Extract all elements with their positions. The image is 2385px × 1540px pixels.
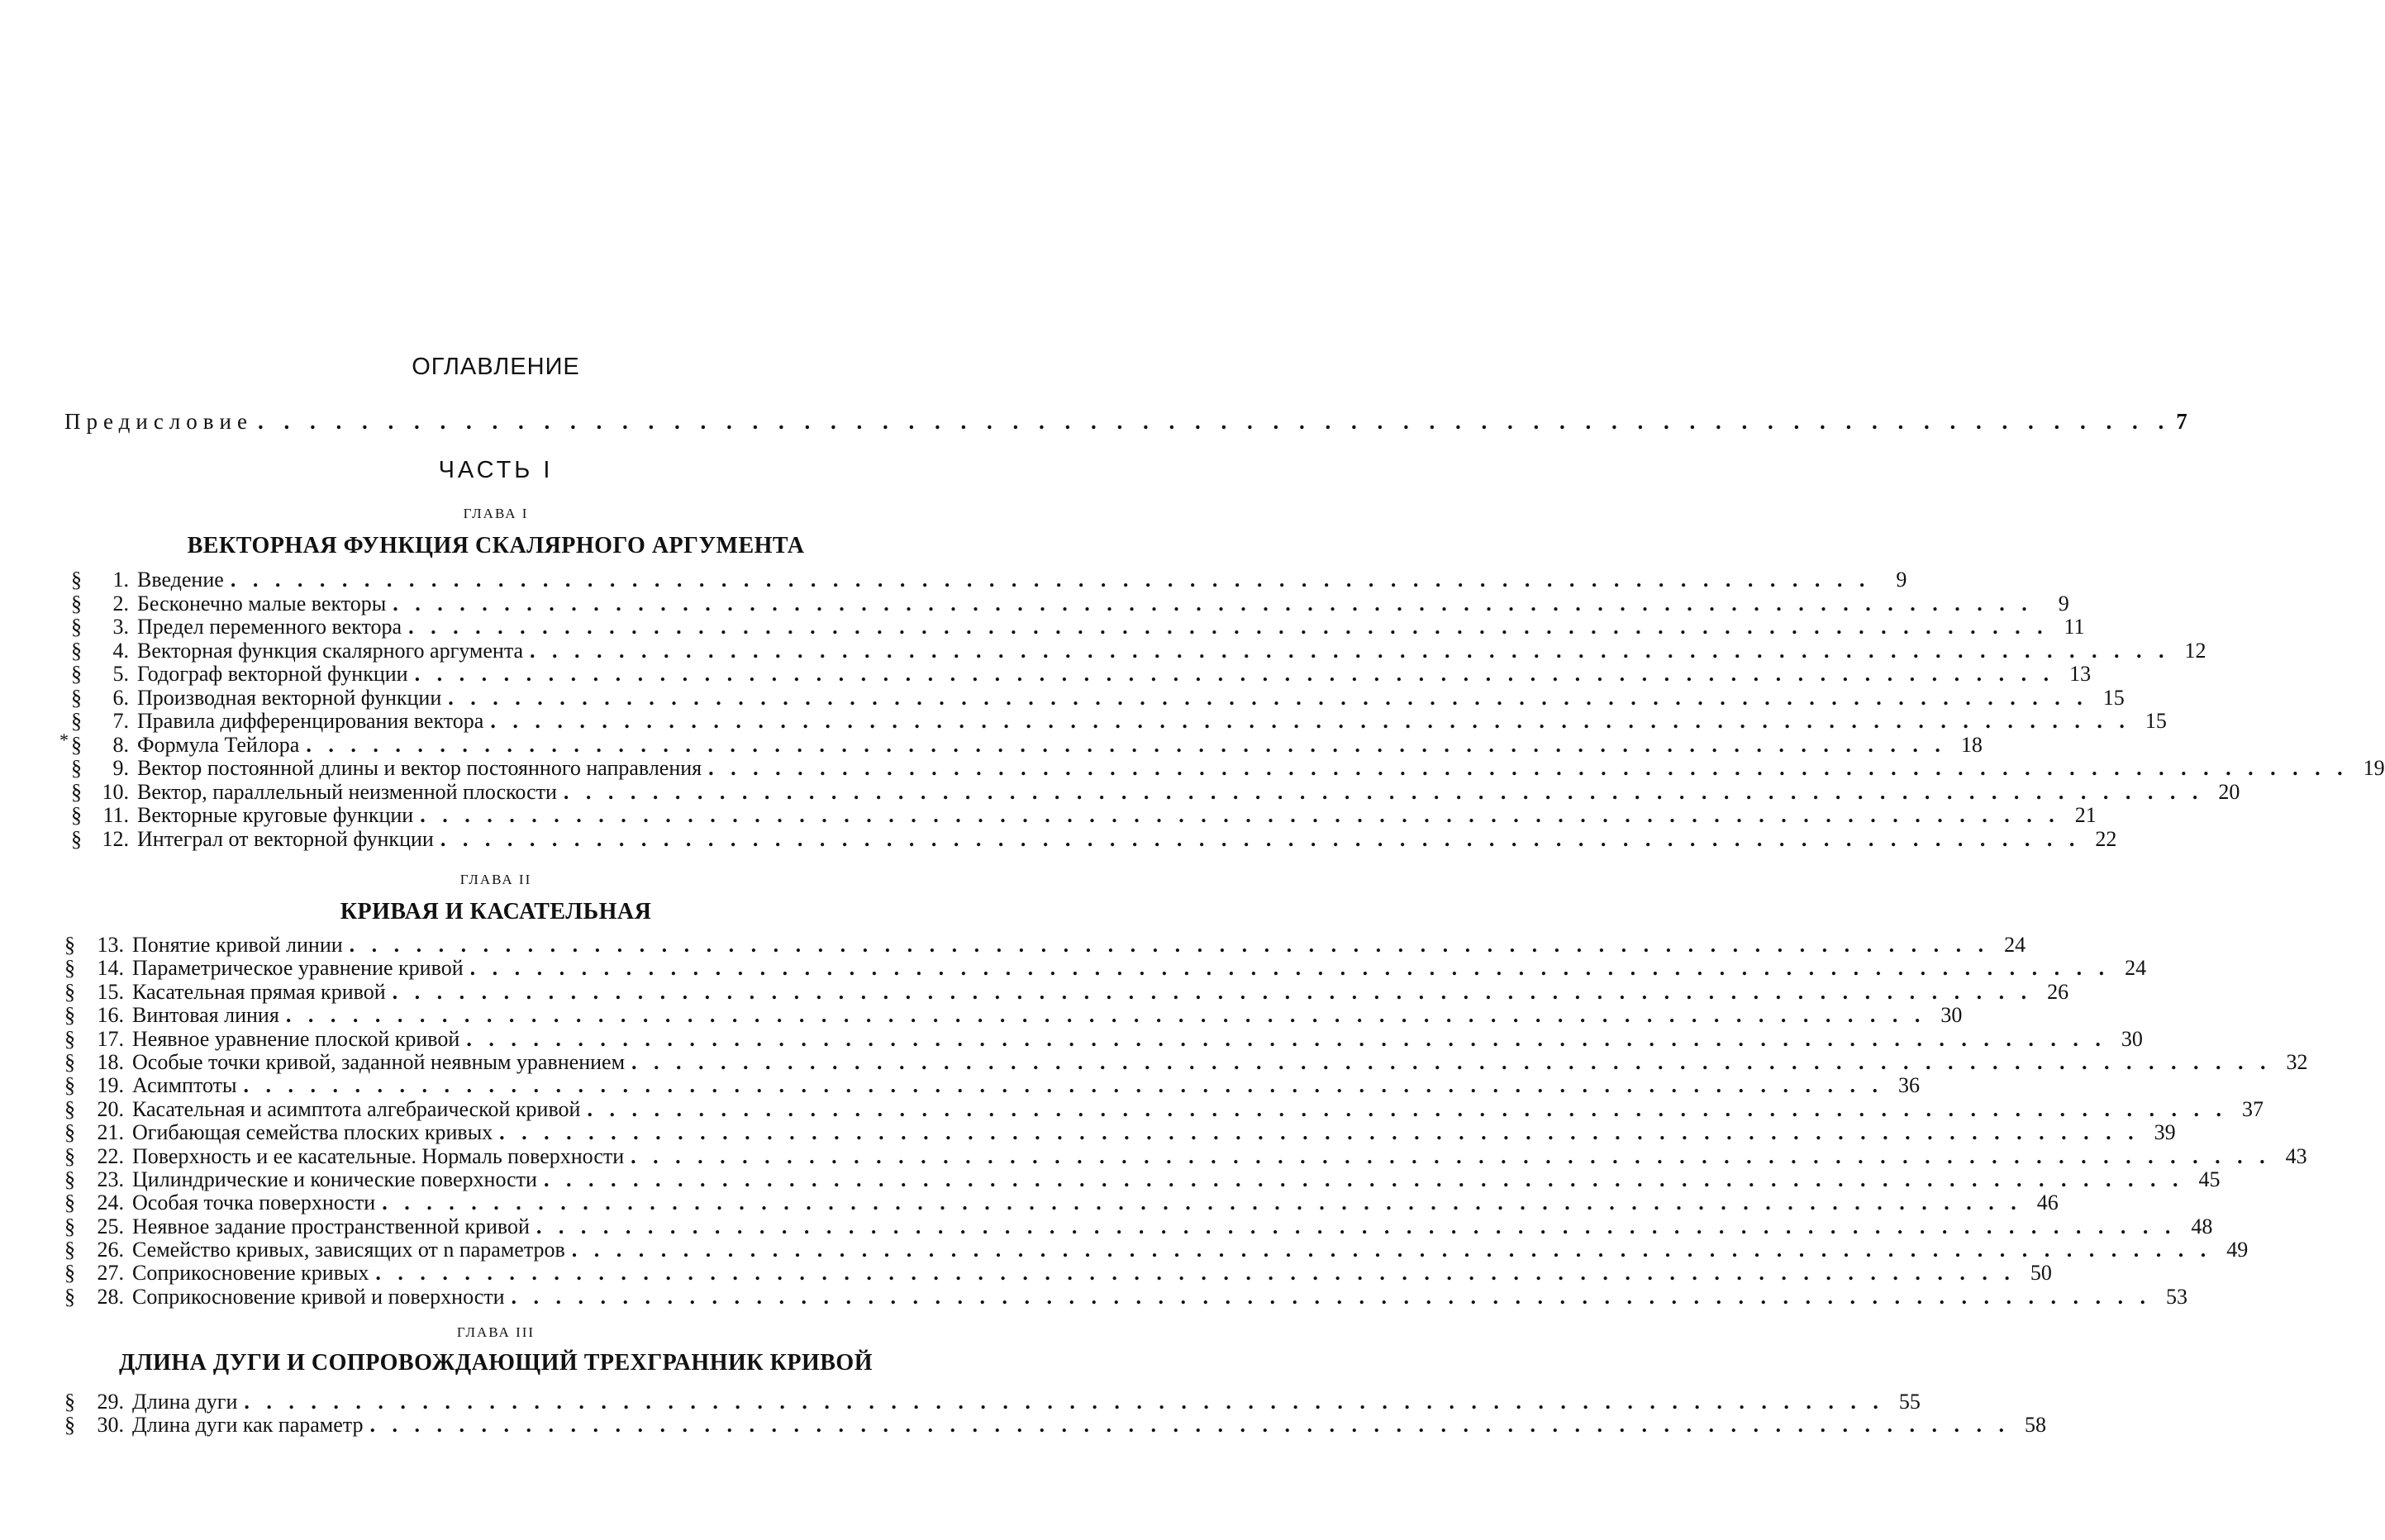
toc-entry [71,568,1907,592]
section-title: Неявное задание пространственной кривой [132,1214,530,1238]
toc-entry [64,1026,2143,1051]
toc-entry [64,1167,2221,1191]
dot-leader: . . . . . . . . . . . . . . . . . . . . . . . . . . . . . . . . . . . . . . . . . . . . . . . . . . . . . . . . . . . . . . . . . . . . . . . . . . [536,1214,2177,1238]
section-symbol: § [71,638,82,663]
toc-entry [64,1413,2046,1438]
dot-leader: . . . . . . . . . . . . . . . . . . . . . . . . . . . . . . . . . . . . . . . . . . . . . . . . . . . . . . . . . . . . . . . . . . . . . . . . . . [490,709,2130,733]
section-symbol: § [64,1049,75,1074]
chapter-3-heading: ДЛИНА ДУГИ И СОПРОВОЖДАЮЩИЙ ТРЕХГРАННИК КРИВОЙ [119,1350,873,1376]
section-page: 46 [2036,1191,2059,1215]
section-page: 11 [2064,615,2085,639]
section-page: 19 [2363,756,2385,780]
section-page: 12 [2184,638,2206,663]
section-symbol: § [71,709,82,733]
toc-entry [64,956,2147,981]
section-symbol: § [64,1261,75,1286]
dot-leader: . . . . . . . . . . . . . . . . . . . . . . . . . . . . . . . . . . . . . . . . . . . . . . . . . . . . . . . . . . . . . . . . . . . . . . . . . . [243,1073,1883,1098]
toc-entry [64,1143,2307,1168]
section-title: Производная векторной функции [137,685,442,710]
section-page: 22 [2095,826,2117,851]
section-symbol: § [71,685,82,710]
chapter-1-heading: ВЕКТОРНАЯ ФУНКЦИЯ СКАЛЯРНОГО АРГУМЕНТА [187,533,805,558]
section-page: 43 [2285,1143,2307,1168]
section-title: Понятие кривой линии [132,933,343,957]
section-symbol: § [64,1003,75,1028]
chapter-1-label: ГЛАВА I [463,506,529,521]
section-page: 39 [2154,1120,2176,1145]
toc-entry [71,709,2167,734]
section-number: 22. [97,1143,124,1168]
section-symbol: § [64,1096,75,1121]
toc-entry [64,1261,2052,1286]
section-number: 30. [97,1413,124,1438]
section-page: 37 [2241,1096,2264,1121]
dot-leader: . . . . . . . . . . . . . . . . . . . . . . . . . . . . . . . . . . . . . . . . . . . . . . . . . . . . . . . . . . . . . . . . . . . . . . . . . . [511,1284,2152,1309]
section-symbol: § [71,803,82,827]
dot-leader: . . . . . . . . . . . . . . . . . . . . . . . . . . . . . . . . . . . . . . . . . . . . . . . . . . . . . . . . . . . . . . . . . . . . . . . . . . [306,732,1946,757]
section-symbol: § [71,615,82,639]
section-number: 16. [97,1003,124,1028]
toc-entry [64,1049,2308,1074]
dot-leader: . . . . . . . . . . . . . . . . . . . . . . . . . . . . . . . . . . . . . . . . . . . . . . . . . . . . . . . . . . . . . . . . . . . . . . . . . . [369,1413,2010,1438]
section-title: Длина дуги [132,1390,238,1414]
dot-leader: . . . . . . . . . . . . . . . . . . . . . . . . . . . . . . . . . . . . . . . . . . . . . . . . . . . . . . . . . . . . . . . . . . . . . . . . . . [349,933,1990,957]
section-page: 15 [2102,685,2125,710]
section-symbol: § [64,1143,75,1168]
toc-entry [71,756,2385,781]
toc-entry [71,826,2117,852]
section-number: 15. [97,979,124,1004]
dot-leader: . . . . . . . . . . . . . . . . . . . . . . . . . . . . . . . . . . . . . . . . . . . . . . . . . . . . . . . . . . . . . . . . . . . . . . . . . . [440,826,2081,851]
section-title: Введение [137,568,224,592]
section-page: 55 [1898,1390,1921,1414]
dot-leader: . . . . . . . . . . . . . . . . . . . . . . . . . . . . . . . . . . . . . . . . . . . . . . . . . . . . . . . . . . . . . . . . . . . . . . . . . . [469,956,2111,981]
toc-entry [71,662,2092,687]
section-number: 23. [97,1167,124,1191]
section-title: Асимптоты [132,1073,237,1098]
section-symbol: § [64,1214,75,1238]
section-number: 8. [112,732,129,757]
section-symbol: § [71,568,82,592]
dot-leader: . . . . . . . . . . . . . . . . . . . . . . . . . . . . . . . . . . . . . . . . . . . . . . . . . . . . . . . . . . . . . . . . . . . . . . . . . . [466,1026,2107,1051]
dot-leader: . . . . . . . . . . . . . . . . . . . . . . . . . . . . . . . . . . . . . . . . . . . . . . . . . . . . . . . . . . . . . . . . . . . . . . . . . . [587,1096,2227,1121]
section-symbol: § [64,1167,75,1191]
section-title: Вектор, параллельный неизменной плоскости [137,779,557,804]
section-page: 13 [2069,662,2092,686]
section-symbol: § [64,1073,75,1098]
section-title: Векторная функция скалярного аргумента [137,638,524,663]
dot-leader: . . . . . . . . . . . . . . . . . . . . . . . . . . . . . . . . . . . . . . . . . . . . . . . . . . . . . . . . . . . . . . . . . . . . . . . . . . [408,615,2049,639]
dot-leader: . . . . . . . . . . . . . . . . . . . . . . . . . . . . . . . . . . . . . . . . . . . . . . . . . . . . . . . . . . . . . . . . . . . . . . . . . . [631,1049,2272,1074]
toc-entry [71,591,2069,616]
preface-label: Предисловие [64,409,253,434]
section-symbol: § [71,756,82,780]
dot-leader: . . . . . . . . . . . . . . . . . . . . . . . . . . . . . . . . . . . . . . . . . . . . . . . . . . . . . . . . . . . . . . . . . . . . . . . . . . [257,409,2172,434]
section-title: Цилиндрические и конические поверхности [132,1167,537,1191]
chapter-2-label: ГЛАВА II [459,872,532,887]
section-title: Поверхность и ее касательные. Нормаль поверхности [132,1143,625,1168]
section-page: 26 [2047,979,2069,1004]
dot-leader: . . . . . . . . . . . . . . . . . . . . . . . . . . . . . . . . . . . . . . . . . . . . . . . . . . . . . . . . . . . . . . . . . . . . . . . . . . [499,1120,2140,1145]
section-number: 19. [97,1073,124,1098]
section-title: Длина дуги как параметр [132,1413,364,1438]
section-number: 9. [112,756,129,780]
dot-leader: . . . . . . . . . . . . . . . . . . . . . . . . . . . . . . . . . . . . . . . . . . . . . . . . . . . . . . . . . . . . . . . . . . . . . . . . . . [230,568,1871,592]
section-page: 53 [2166,1284,2188,1309]
section-number: 11. [102,803,129,827]
section-title: Соприкосновение кривых [132,1261,369,1286]
section-page: 15 [2145,709,2167,733]
toc-entry [71,615,2085,639]
dot-leader: . . . . . . . . . . . . . . . . . . . . . . . . . . . . . . . . . . . . . . . . . . . . . . . . . . . . . . . . . . . . . . . . . . . . . . . . . . [392,979,2033,1004]
dot-leader: . . . . . . . . . . . . . . . . . . . . . . . . . . . . . . . . . . . . . . . . . . . . . . . . . . . . . . . . . . . . . . . . . . . . . . . . . . [420,803,2060,827]
chapter-3-sections [64,1390,2046,1438]
section-number: 28. [97,1284,124,1309]
toc-entry [64,979,2069,1004]
section-page: 9 [2058,591,2069,616]
section-number: 5. [112,662,129,686]
toc-entry [60,729,1983,758]
section-number: 18. [97,1049,124,1074]
section-symbol: § [64,1120,75,1145]
section-title: Интеграл от векторной функции [137,826,434,851]
section-symbol: § [71,591,82,616]
dot-leader: . . . . . . . . . . . . . . . . . . . . . . . . . . . . . . . . . . . . . . . . . . . . . . . . . . . . . . . . . . . . . . . . . . . . . . . . . . [448,685,2088,710]
section-symbol: § [64,1413,75,1438]
section-symbol: § [64,933,75,957]
section-title: Винтовая линия [132,1003,279,1028]
asterisk-mark: * [60,729,69,750]
section-page: 58 [2024,1413,2046,1438]
section-page: 30 [1940,1003,1963,1028]
dot-leader: . . . . . . . . . . . . . . . . . . . . . . . . . . . . . . . . . . . . . . . . . . . . . . . . . . . . . . . . . . . . . . . . . . . . . . . . . . [631,1143,2271,1168]
section-number: 6. [112,685,129,710]
dot-leader: . . . . . . . . . . . . . . . . . . . . . . . . . . . . . . . . . . . . . . . . . . . . . . . . . . . . . . . . . . . . . . . . . . . . . . . . . . [393,591,2033,616]
toc-entry [71,803,2097,828]
section-number: 1. [112,568,129,592]
section-symbol: § [64,1191,75,1215]
section-page: 9 [1896,568,1907,592]
toc-entry [71,685,2125,711]
section-page: 21 [2074,803,2097,827]
preface-entry [64,409,2187,437]
toc-entry [64,1191,2059,1215]
section-page: 50 [2030,1261,2052,1286]
dot-leader: . . . . . . . . . . . . . . . . . . . . . . . . . . . . . . . . . . . . . . . . . . . . . . . . . . . . . . . . . . . . . . . . . . . . . . . . . . [375,1261,2016,1286]
section-number: 29. [97,1390,124,1414]
section-symbol: § [64,1284,75,1309]
section-title: Особые точки кривой, заданной неявным уравнением [132,1049,626,1074]
section-symbol: § [64,979,75,1004]
chapter-2-sections [64,933,2308,1309]
toc-entry [64,1096,2264,1121]
section-title: Соприкосновение кривой и поверхности [132,1284,505,1309]
section-page: 45 [2198,1167,2221,1191]
dot-leader: . . . . . . . . . . . . . . . . . . . . . . . . . . . . . . . . . . . . . . . . . . . . . . . . . . . . . . . . . . . . . . . . . . . . . . . . . . [285,1003,1926,1028]
section-number: 10. [102,779,129,804]
dot-leader: . . . . . . . . . . . . . . . . . . . . . . . . . . . . . . . . . . . . . . . . . . . . . . . . . . . . . . . . . . . . . . . . . . . . . . . . . . [244,1390,1884,1414]
dot-leader: . . . . . . . . . . . . . . . . . . . . . . . . . . . . . . . . . . . . . . . . . . . . . . . . . . . . . . . . . . . . . . . . . . . . . . . . . . [530,638,2170,663]
section-number: 17. [97,1026,124,1051]
section-number: 21. [97,1120,124,1145]
section-title: Вектор постоянной длины и вектор постоянного направления [137,756,702,780]
section-symbol: § [71,826,82,851]
section-page: 36 [1897,1073,1920,1098]
chapter-1-sections [60,568,2385,851]
section-title: Векторные круговые функции [137,803,414,827]
toc-entry [64,1238,2249,1262]
dot-leader: . . . . . . . . . . . . . . . . . . . . . . . . . . . . . . . . . . . . . . . . . . . . . . . . . . . . . . . . . . . . . . . . . . . . . . . . . . [571,1238,2212,1262]
toc-entry [71,779,2240,805]
section-symbol: § [64,1238,75,1262]
section-symbol: § [71,662,82,686]
section-number: 24. [97,1191,124,1215]
section-title: Огибающая семейства плоских кривых [132,1120,493,1145]
dot-leader: . . . . . . . . . . . . . . . . . . . . . . . . . . . . . . . . . . . . . . . . . . . . . . . . . . . . . . . . . . . . . . . . . . . . . . . . . . [708,756,2349,780]
section-page: 24 [2004,933,2026,957]
section-symbol: § [71,732,82,757]
section-page: 48 [2191,1214,2213,1238]
section-number: 4. [112,638,129,663]
dot-leader: . . . . . . . . . . . . . . . . . . . . . . . . . . . . . . . . . . . . . . . . . . . . . . . . . . . . . . . . . . . . . . . . . . . . . . . . . . [382,1191,2022,1215]
chapter-2-heading: КРИВАЯ И КАСАТЕЛЬНАЯ [340,899,652,924]
toc-entry [64,1390,1921,1414]
section-page: 18 [1960,732,1983,757]
section-symbol: § [71,779,82,804]
dot-leader: . . . . . . . . . . . . . . . . . . . . . . . . . . . . . . . . . . . . . . . . . . . . . . . . . . . . . . . . . . . . . . . . . . . . . . . . . . [563,779,2204,804]
section-number: 27. [97,1261,124,1286]
preface-page: 7 [2176,409,2187,434]
section-title: Параметрическое уравнение кривой [132,956,464,981]
toc-entry [64,1073,1920,1098]
section-title: Правила дифференцирования вектора [137,709,484,733]
toc-entry [64,933,2026,957]
section-title: Формула Тейлора [137,732,300,757]
section-number: 26. [97,1238,124,1262]
section-number: 12. [102,826,129,851]
toc-entry [71,638,2206,663]
part-title: ЧАСТЬ I [438,457,554,483]
toc-entry [64,1120,2176,1145]
section-title: Неявное уравнение плоской кривой [132,1026,460,1051]
dot-leader: . . . . . . . . . . . . . . . . . . . . . . . . . . . . . . . . . . . . . . . . . . . . . . . . . . . . . . . . . . . . . . . . . . . . . . . . . . [543,1167,2184,1191]
section-symbol: § [64,956,75,981]
section-title: Касательная и асимптота алгебраической кривой [132,1096,581,1121]
page-title: ОГЛАВЛЕНИЕ [412,354,580,380]
section-number: 3. [112,615,129,639]
section-number: 2. [112,591,129,616]
section-title: Годограф векторной функции [137,662,408,686]
section-number: 14. [97,956,124,981]
section-symbol: § [64,1390,75,1414]
section-page: 49 [2226,1238,2249,1262]
section-page: 20 [2218,779,2240,804]
section-page: 24 [2125,956,2147,981]
section-symbol: § [64,1026,75,1051]
section-title: Особая точка поверхности [132,1191,376,1215]
section-page: 30 [2121,1026,2143,1051]
toc-entry [64,1214,2213,1238]
toc-entry [64,1003,1963,1028]
section-number: 25. [97,1214,124,1238]
section-page: 32 [2286,1049,2308,1074]
section-number: 13. [97,933,124,957]
dot-leader: . . . . . . . . . . . . . . . . . . . . . . . . . . . . . . . . . . . . . . . . . . . . . . . . . . . . . . . . . . . . . . . . . . . . . . . . . . [414,662,2055,686]
section-number: 7. [112,709,129,733]
section-title: Семейство кривых, зависящих от n параметров [132,1238,565,1262]
section-title: Касательная прямая кривой [132,979,386,1004]
section-title: Предел переменного вектора [137,615,402,639]
section-title: Бесконечно малые векторы [137,591,387,616]
toc-entry [64,1284,2188,1309]
chapter-3-label: ГЛАВА III [456,1324,536,1340]
section-number: 20. [97,1096,124,1121]
